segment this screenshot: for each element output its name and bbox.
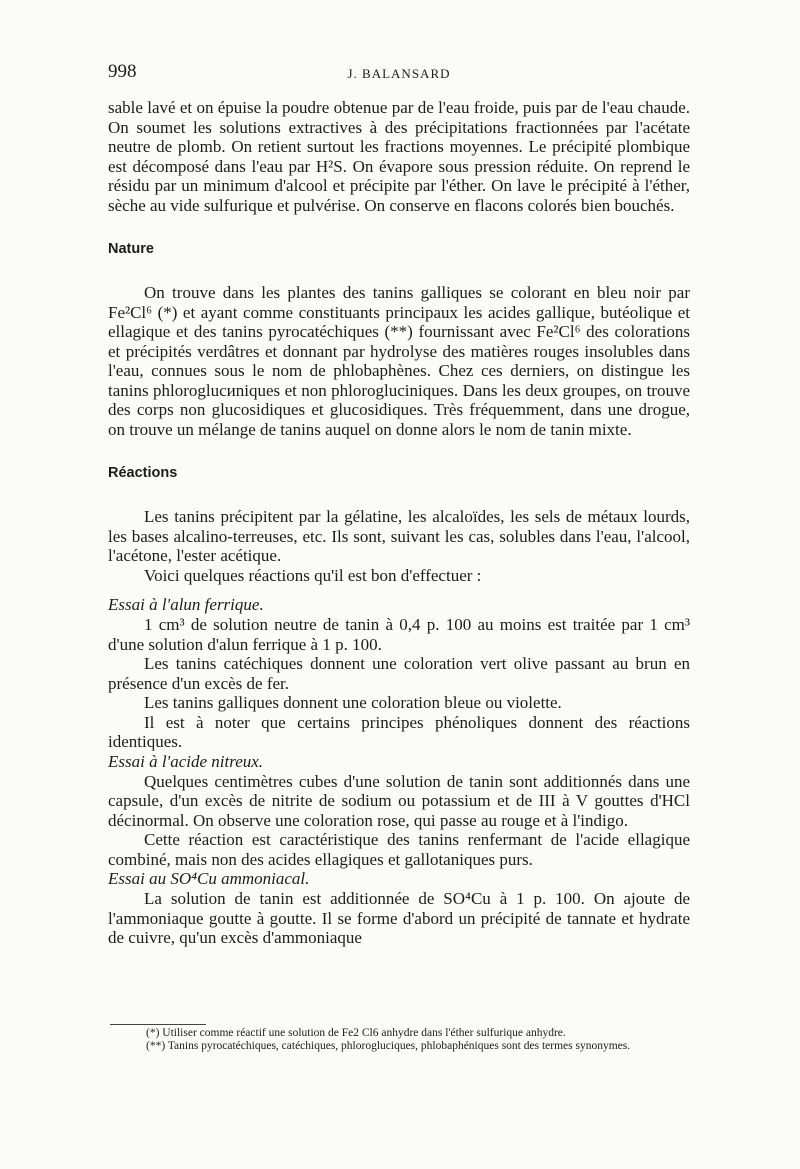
paragraph-nitreux-2: Cette réaction est caractéristique des tanins renfermant de l'acide ellagique combiné, mais non des acides ellagiques et gallotaniques purs. — [108, 830, 690, 869]
section-heading-reactions: Réactions — [108, 465, 178, 481]
footnote-divider — [110, 1024, 206, 1025]
footnote-2: (**) Tanins pyrocatéchiques, catéchiques, phlorogluciques, phlobaphéniques sont des termes synonymes. — [146, 1040, 631, 1052]
footnotes — [110, 1027, 690, 1053]
paragraph-alun-4: Il est à noter que certains principes phénoliques donnent des réactions identiques. — [108, 712, 690, 751]
paragraph-nature: On trouve dans les plantes des tanins galliques se colorant en bleu noir par Fe²Cl⁶ (*) et ayant comme constituants principaux les acides gallique, butéolique et ellagique et des tanins pyrocatéchiques (**) fournissant avec Fe²Cl⁶ des colorations et précipités verdâtres et donnant par hydrolyse des matières rouges insolubles dans l'eau, connues sous le nom de phlobaphènes. Chez ces derniers, on distingue les tanins phloroglucиniques et non phlorogluciniques. Dans les deux groupes, on trouve des corps non glucosidiques et glucosidiques. Très fréquemment, dans une drogue, on trouve un mélange de tanins auquel on donne alors le nom de tanin mixte. — [108, 283, 690, 439]
paragraph-nitreux-1: Quelques centimètres cubes d'une solution de tanin sont additionnés dans une capsule, d'un excès de nitrite de sodium ou potassium et de III à V gouttes d'HCl décinormal. On observe une coloration rose, qui passe au rouge et à l'indigo. — [108, 771, 690, 830]
main-text — [108, 98, 690, 948]
paragraph-reactions-1: Les tanins précipitent par la gélatine, les alcaloïdes, les sels de métaux lourds, les bases alcalino-terreuses, etc. Ils sont, suivant les cas, solubles dans l'eau, l'alcool, l'acétone, l'ester acétique. — [108, 507, 690, 565]
subheading-so4cu-ammoniacal: Essai au SO⁴Cu ammoniacal. — [108, 869, 310, 888]
running-title: J. BALANSARD — [347, 66, 451, 81]
paragraph-alun-2: Les tanins catéchiques donnent une coloration vert olive passant au brun en présence d'un excès de fer. — [108, 654, 690, 693]
paragraph-intro: sable lavé et on épuise la poudre obtenue par de l'eau froide, puis par de l'eau chaude. On soumet les solutions extractives à des précipitations fractionnées par l'acétate neutre de plomb. On retient surtout les fractions moyennes. Le précipité plombique est décomposé dans l'eau par H²S. On évapore sous pression réduite. On reprend le résidu par un minimum d'alcool et précipite par l'éther. On lave le précipité à l'éther, sèche au vide sulfurique et pulvérise. On conserve en flacons colorés bien bouchés. — [108, 98, 690, 215]
subheading-acide-nitreux: Essai à l'acide nitreux. — [108, 751, 264, 771]
footnote-1: (*) Utiliser comme réactif une solution de Fe2 Cl6 anhydre dans l'éther sulfurique anhydre. — [146, 1027, 566, 1039]
section-heading-nature: Nature — [108, 241, 154, 257]
paragraph-alun-3: Les tanins galliques donnent une coloration bleue ou violette. — [144, 693, 562, 712]
page-number: 998 — [108, 61, 137, 82]
paragraph-reactions-2: Voici quelques réactions qu'il est bon d'effectuer : — [144, 565, 482, 585]
subheading-alun-ferrique: Essai à l'alun ferrique. — [108, 595, 264, 614]
paragraph-alun-1: 1 cm³ de solution neutre de tanin à 0,4 p. 100 au moins est traitée par 1 cm³ d'une solution d'alun ferrique à 1 p. 100. — [108, 615, 690, 654]
paragraph-cuivre-1: La solution de tanin est additionnée de SO⁴Cu à 1 p. 100. On ajoute de l'ammoniaque goutte à goutte. Il se forme d'abord un précipité de tannate et hydrate de cuivre, qu'un excès d'ammoniaque — [108, 889, 690, 947]
